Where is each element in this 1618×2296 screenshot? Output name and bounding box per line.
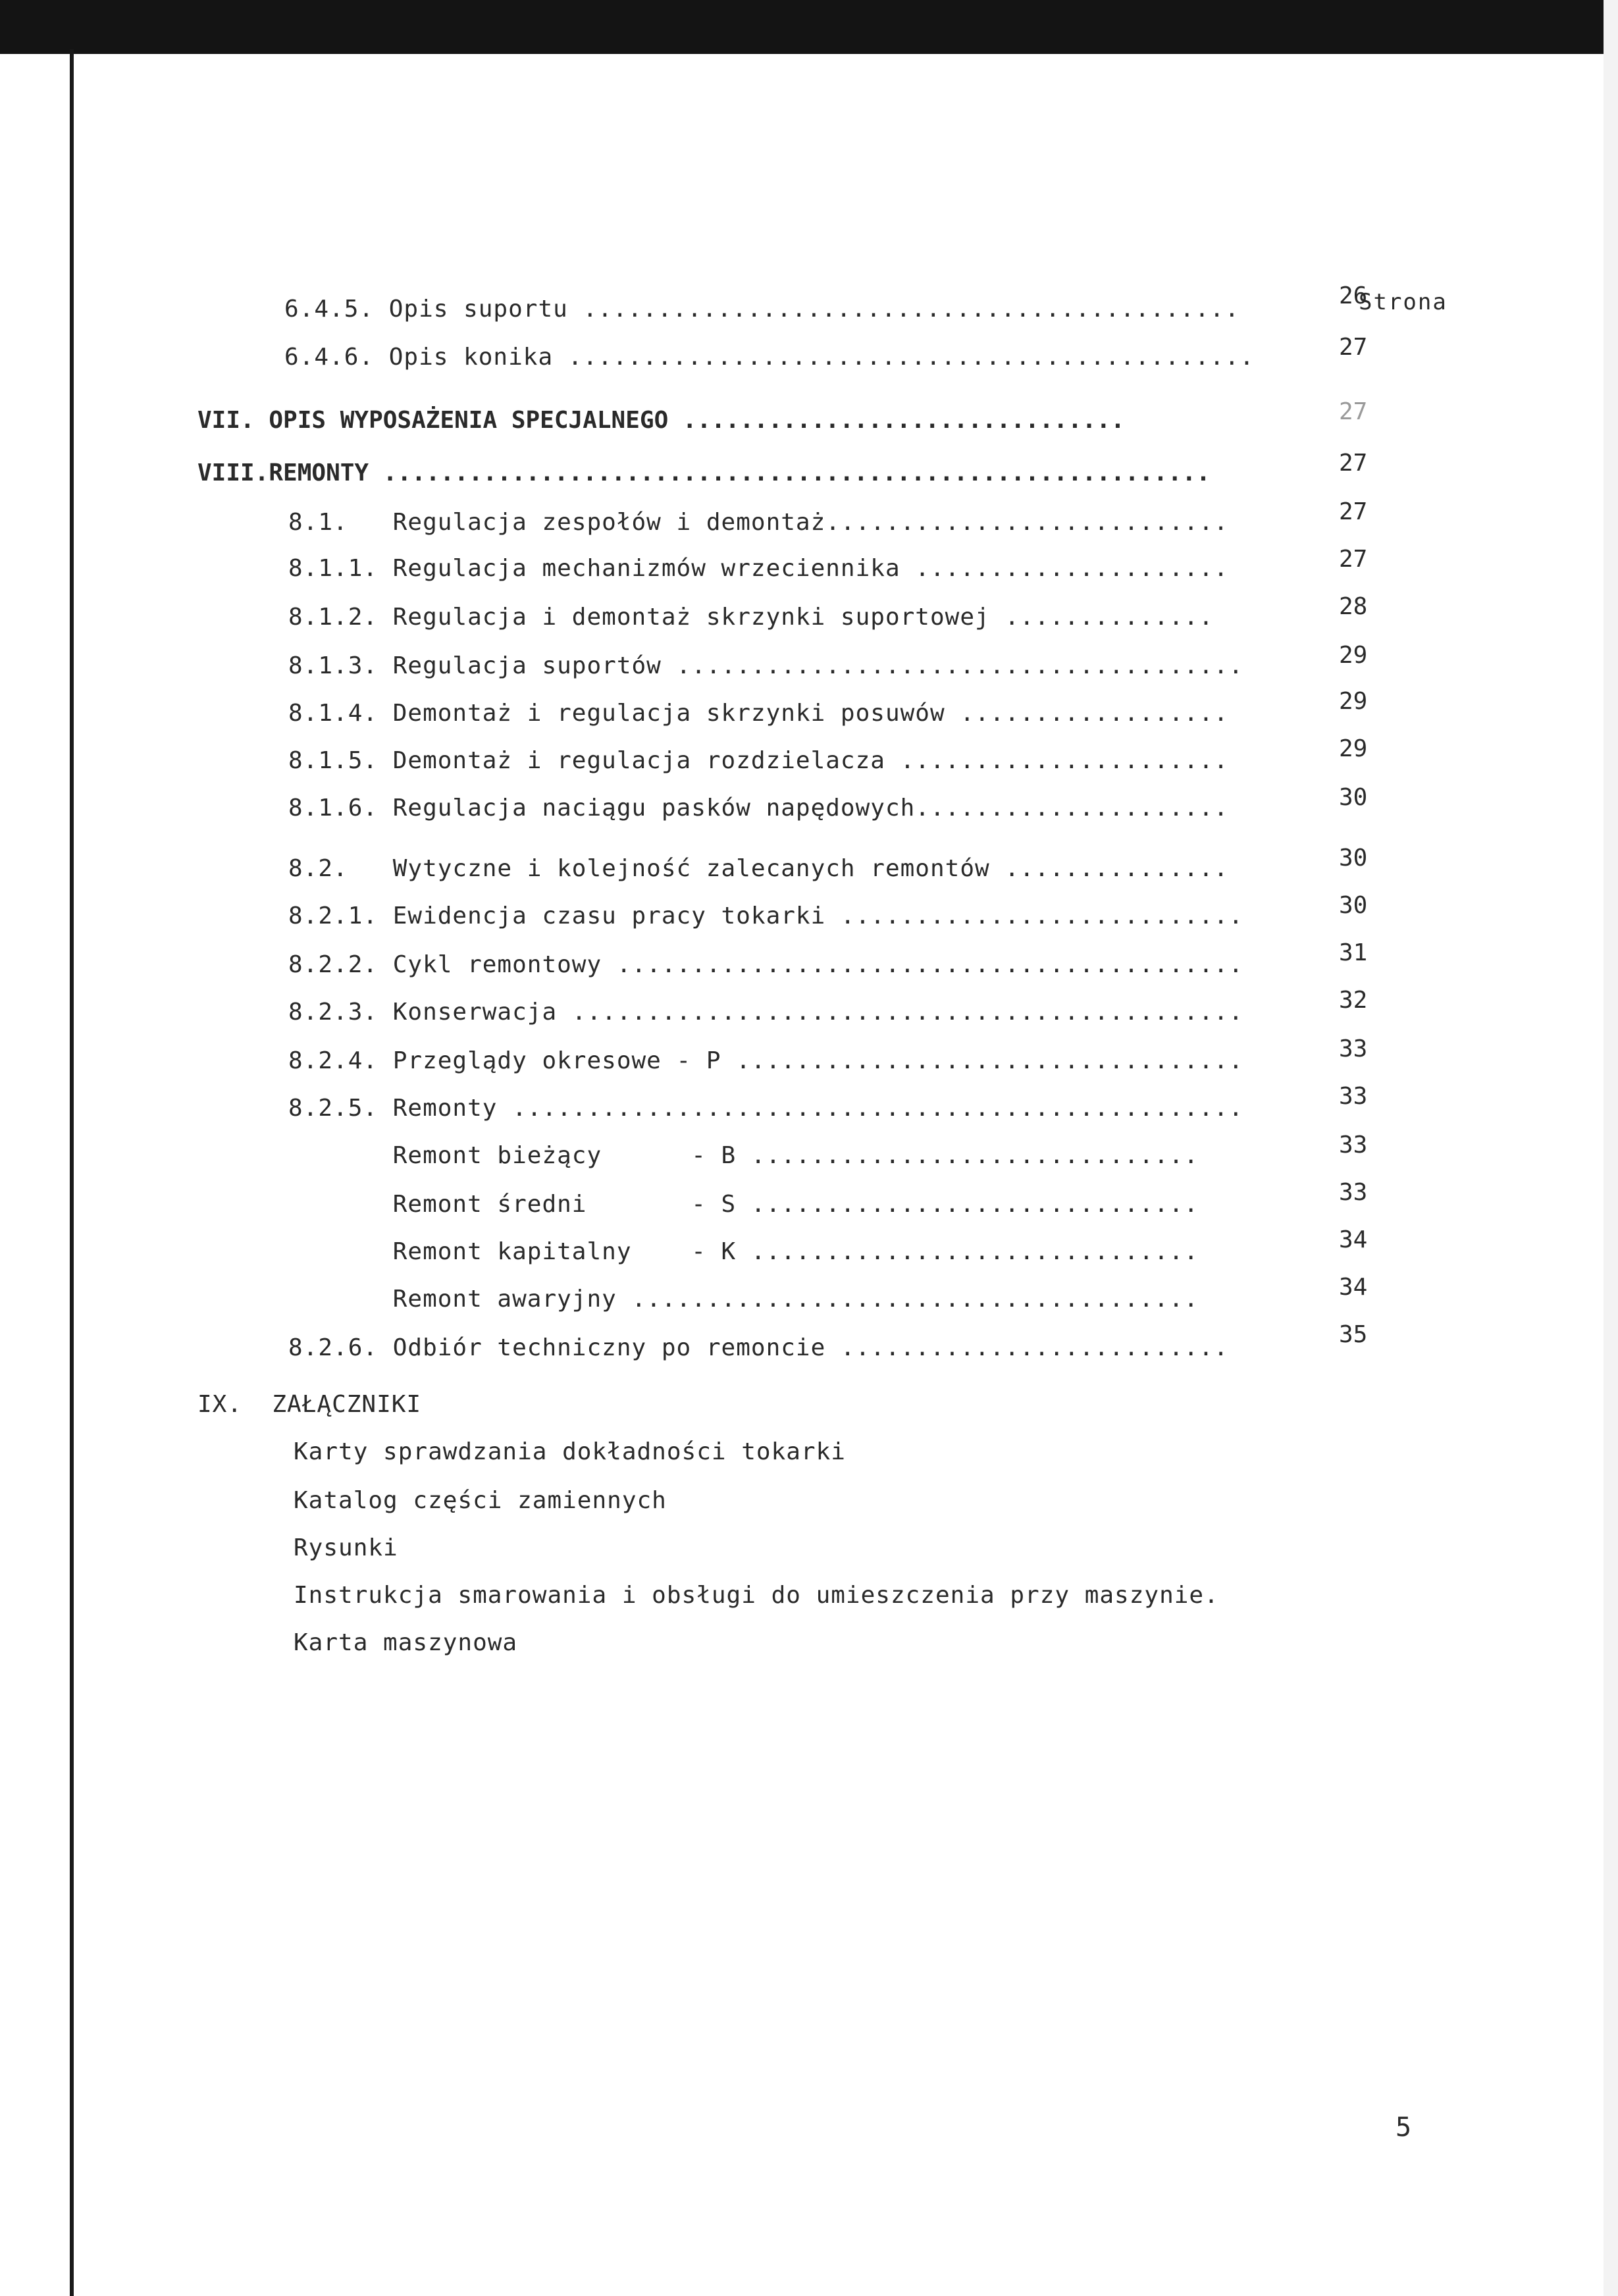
appendix-item: Karty sprawdzania dokładności tokarki <box>294 1438 846 1465</box>
toc-page-number: 31 <box>1339 939 1368 966</box>
scan-edge-top <box>0 0 1618 54</box>
toc-page-number: 29 <box>1339 642 1368 669</box>
toc-entry: Remont awaryjny ...................................... <box>288 1286 1199 1313</box>
toc-entry: 8.2.1. Ewidencja czasu pracy tokarki ........................... <box>288 902 1244 929</box>
toc-page-number: 33 <box>1339 1083 1368 1110</box>
toc-section-heading: VIII.REMONTY .......................................................... <box>197 459 1211 486</box>
toc-page-number: 28 <box>1339 593 1368 620</box>
toc-entry: 8.1.2. Regulacja i demontaż skrzynki suportowej .............. <box>288 604 1214 631</box>
appendix-item: Instrukcja smarowania i obsługi do umieszczenia przy maszynie. <box>294 1582 1219 1609</box>
toc-page-number: 33 <box>1339 1179 1368 1206</box>
appendix-item: Rysunki <box>294 1534 398 1561</box>
toc-entry: 6.4.6. Opis konika .............................................. <box>284 344 1255 371</box>
toc-entry: Remont kapitalny - K .............................. <box>288 1238 1199 1265</box>
toc-page-number: 27 <box>1339 334 1368 361</box>
toc-page-number: 27 <box>1339 498 1368 525</box>
appendix-item: Katalog części zamiennych <box>294 1487 667 1514</box>
toc-entry: 8.2.4. Przeglądy okresowe - P .................................. <box>288 1047 1244 1074</box>
toc-entry: 8.1.4. Demontaż i regulacja skrzynki posuwów .................. <box>288 700 1229 727</box>
toc-entry: 8.1.1. Regulacja mechanizmów wrzeciennika ..................... <box>288 555 1229 582</box>
toc-page-number: 30 <box>1339 784 1368 811</box>
toc-entry: 8.1.6. Regulacja naciągu pasków napędowych..................... <box>288 795 1229 822</box>
appendix-heading: IX. ZAŁĄCZNIKI <box>197 1391 422 1418</box>
toc-page-number: 35 <box>1339 1321 1368 1348</box>
toc-page-number: 27 <box>1339 546 1368 573</box>
toc-entry: 8.2.6. Odbiór techniczny po remoncie .......................... <box>288 1334 1229 1361</box>
toc-section-heading: VII. OPIS WYPOSAŻENIA SPECJALNEGO ............................... <box>197 407 1125 434</box>
toc-page-number: 27 <box>1339 450 1368 477</box>
toc-entry: 8.2.5. Remonty ................................................. <box>288 1095 1244 1122</box>
toc-page-number: 34 <box>1339 1274 1368 1301</box>
toc-entry: 8.1.3. Regulacja suportów ...................................... <box>288 652 1244 679</box>
toc-entry: 8.2.2. Cykl remontowy .......................................... <box>288 951 1244 978</box>
page-column-label: Strona <box>1359 289 1448 315</box>
toc-page-number: 29 <box>1339 688 1368 715</box>
toc-entry: Remont średni - S .............................. <box>288 1191 1199 1218</box>
toc-page-number: 27 <box>1339 398 1368 425</box>
document-page <box>74 54 1604 2296</box>
toc-entry: 6.4.5. Opis suportu ............................................ <box>284 296 1240 323</box>
appendix-item: Karta maszynowa <box>294 1629 518 1656</box>
toc-page-number: 30 <box>1339 892 1368 919</box>
toc-page-number: 33 <box>1339 1132 1368 1159</box>
toc-page-number: 30 <box>1339 845 1368 872</box>
page-number: 5 <box>1396 2112 1413 2143</box>
toc-entry: 8.2. Wytyczne i kolejność zalecanych remontów ............... <box>288 855 1229 882</box>
toc-entry: 8.1.5. Demontaż i regulacja rozdzielacza ...................... <box>288 747 1229 774</box>
toc-page-number: 34 <box>1339 1226 1368 1253</box>
toc-page-number: 29 <box>1339 735 1368 762</box>
toc-entry: Remont bieżący - B .............................. <box>288 1142 1199 1169</box>
scan-edge-right <box>1604 0 1618 2296</box>
toc-entry: 8.2.3. Konserwacja ............................................. <box>288 999 1244 1026</box>
scan-margin-left <box>0 0 74 2296</box>
toc-page-number: 33 <box>1339 1035 1368 1062</box>
toc-page-number: 32 <box>1339 987 1368 1014</box>
toc-entry: 8.1. Regulacja zespołów i demontaż........................... <box>288 509 1229 536</box>
toc-page-number: 26 <box>1339 282 1368 309</box>
